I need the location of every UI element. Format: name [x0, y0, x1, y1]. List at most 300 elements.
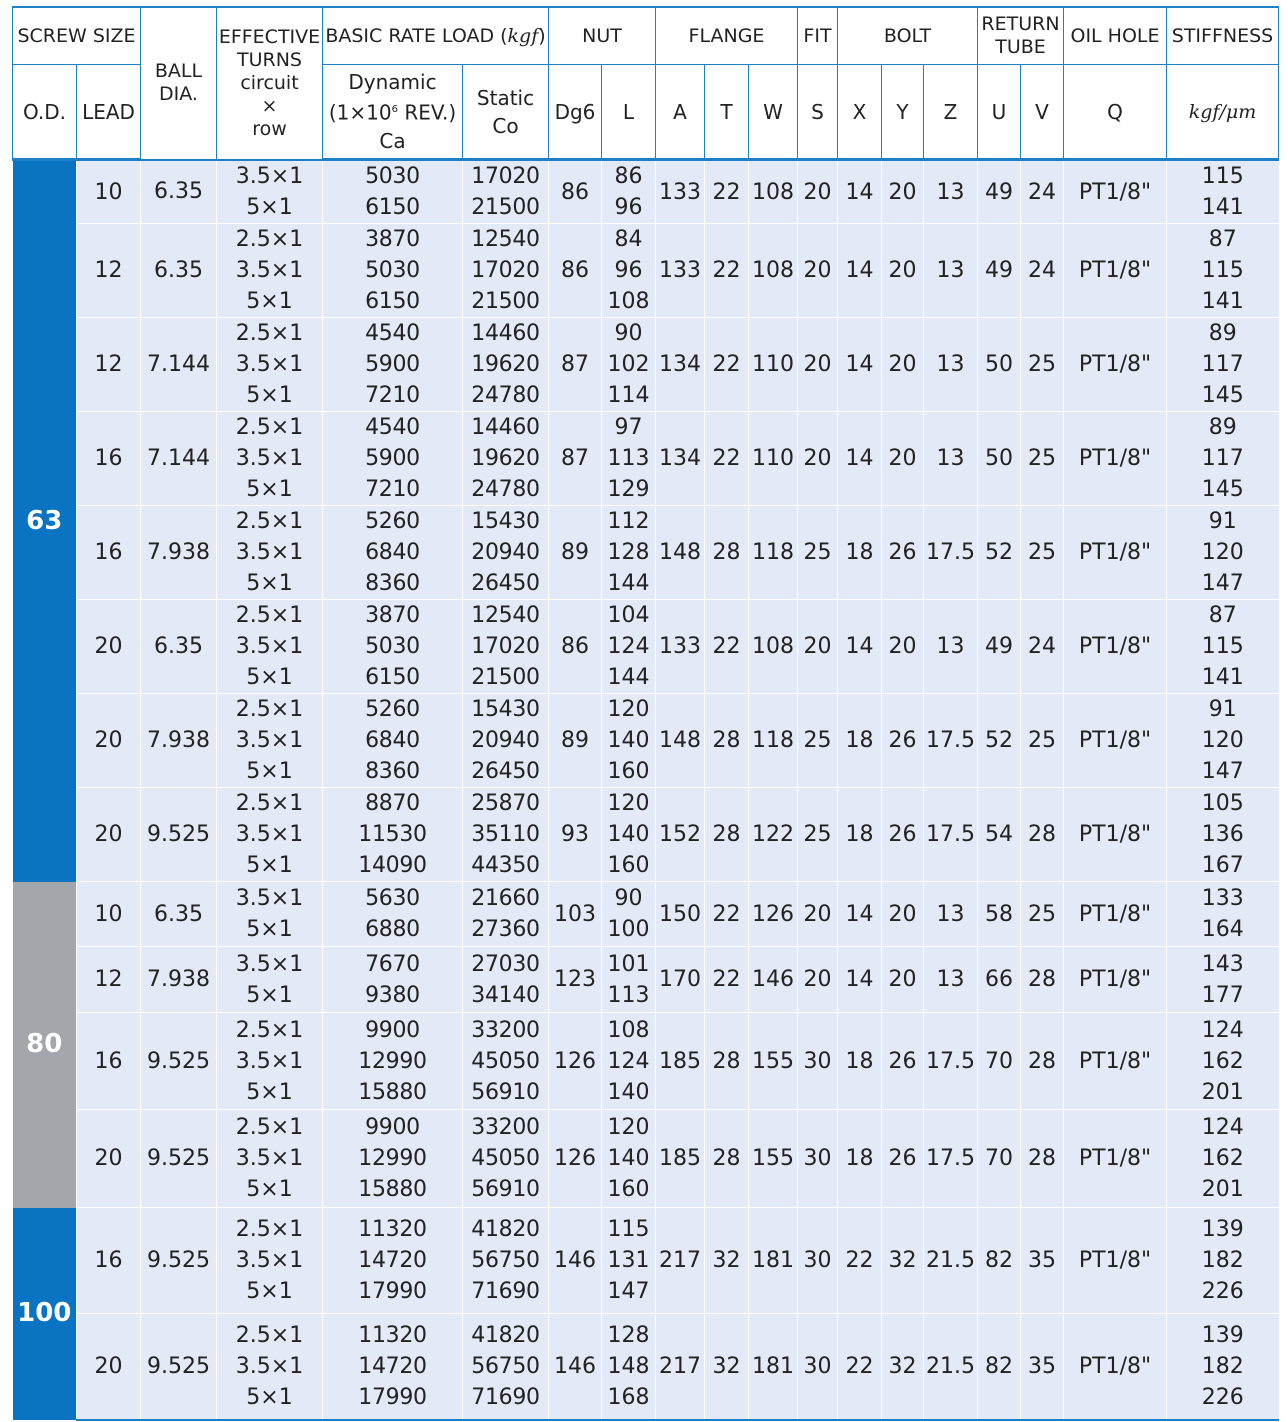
static-load-cell	[463, 788, 549, 882]
ball-dia-line: BALL	[154, 60, 203, 83]
basic-rate-load-label: BASIC RATE LOAD	[325, 24, 495, 47]
dynamic-line: Ca	[379, 128, 406, 153]
lead-cell: 12	[77, 947, 141, 1012]
effective-turns-cell-value: 3.5×1	[235, 1146, 304, 1172]
dynamic-load-cell	[323, 694, 463, 788]
static-load-cell-value: 21500	[471, 195, 540, 220]
stiffness-cell-value: 136	[1201, 822, 1244, 847]
flange-t-cell: 22	[705, 224, 749, 318]
oil-hole-q-header: Q	[1064, 65, 1167, 160]
nut-length-cell-value: 86	[614, 164, 643, 189]
oil-hole-cell: PT1/8"	[1064, 1313, 1167, 1419]
oil-hole-cell: PT1/8"	[1064, 506, 1167, 600]
oil-hole-cell: PT1/8"	[1064, 694, 1167, 788]
nut-l-header: L	[602, 65, 656, 160]
load-unit: kgf	[507, 24, 539, 47]
dg6-cell: 146	[549, 1208, 602, 1314]
nut-length-cell-value: 129	[607, 477, 650, 502]
effective-turns-cell-value: 3.5×1	[235, 163, 304, 189]
stiffness-cell	[1167, 694, 1279, 788]
dg6-cell: 89	[549, 506, 602, 600]
bolt-x-cell: 18	[838, 506, 882, 600]
dynamic-load-cell	[323, 318, 463, 412]
bolt-y-cell: 20	[882, 224, 924, 318]
nut-length-cell	[602, 1110, 656, 1208]
nut-length-cell-value: 148	[607, 1353, 650, 1379]
flange-a-header: A	[656, 65, 705, 160]
table-row	[13, 1110, 1279, 1208]
flange-w-cell: 118	[749, 506, 798, 600]
nut-length-cell-value: 120	[607, 1115, 650, 1141]
effective-turns-cell	[217, 160, 323, 224]
static-load-cell-value: 27360	[471, 917, 540, 943]
ball-dia-line: DIA.	[159, 83, 198, 106]
nut-length-cell-value: 96	[614, 258, 643, 283]
nut-length-cell	[602, 1012, 656, 1110]
ball-dia-cell: 9.525	[141, 1208, 217, 1314]
effective-turns-cell	[217, 1110, 323, 1208]
stiffness-cell	[1167, 947, 1279, 1012]
stiffness-cell-value: 115	[1201, 164, 1244, 189]
dynamic-load-cell-value: 4540	[365, 321, 420, 346]
dynamic-load-cell-value: 5030	[365, 164, 420, 189]
bolt-x-cell: 18	[838, 1110, 882, 1208]
static-load-cell-value: 25870	[471, 791, 540, 816]
effective-turns-cell-value: 2.5×1	[235, 697, 304, 722]
dynamic-load-cell	[323, 788, 463, 882]
effective-turns-cell-value: 5×1	[246, 1278, 293, 1304]
flange-t-cell: 32	[705, 1313, 749, 1419]
effective-turns-cell-value: 3.5×1	[235, 634, 304, 659]
lead-header: LEAD	[77, 65, 141, 160]
dynamic-load-cell-value: 9900	[365, 1115, 420, 1141]
nut-length-cell-value: 90	[614, 886, 643, 912]
nut-length-cell-value: 144	[607, 665, 650, 690]
return-tube-u-cell: 52	[978, 506, 1021, 600]
table-row	[13, 600, 1279, 694]
oil-hole-cell: PT1/8"	[1064, 318, 1167, 412]
stiffness-cell	[1167, 1012, 1279, 1110]
bolt-z-cell: 13	[924, 600, 978, 694]
flange-w-cell: 108	[749, 224, 798, 318]
ball-dia-cell: 6.35	[141, 882, 217, 947]
fit-s-cell: 20	[798, 412, 838, 506]
bolt-y-cell: 26	[882, 1012, 924, 1110]
dg6-cell: 87	[549, 318, 602, 412]
return-tube-v-cell: 28	[1021, 1110, 1064, 1208]
stiffness-cell-value: 117	[1201, 352, 1244, 377]
dynamic-load-cell	[323, 412, 463, 506]
stiffness-cell-value: 89	[1208, 321, 1237, 346]
return-tube-line: TUBE	[995, 36, 1046, 58]
stiffness-cell-value: 105	[1201, 791, 1244, 816]
nut-length-cell-value: 84	[614, 227, 643, 252]
dynamic-load-cell-value: 6880	[365, 917, 420, 943]
oil-hole-cell: PT1/8"	[1064, 224, 1167, 318]
static-load-cell-value: 17020	[471, 258, 540, 283]
effective-turns-cell	[217, 1313, 323, 1419]
static-load-header	[463, 65, 549, 160]
bolt-header: BOLT	[838, 7, 978, 65]
ball-dia-cell: 7.144	[141, 412, 217, 506]
static-load-cell-value: 35110	[471, 822, 540, 847]
static-load-cell-value: 34140	[471, 982, 540, 1008]
static-load-cell	[463, 947, 549, 1012]
nut-length-cell	[602, 160, 656, 224]
effective-turns-cell-value: 5×1	[246, 194, 293, 220]
ball-screw-spec-table	[12, 6, 1279, 1421]
stiffness-cell-value: 164	[1201, 917, 1244, 943]
effective-turns-cell-value: 3.5×1	[235, 1353, 304, 1379]
dynamic-load-cell	[323, 506, 463, 600]
ball-dia-cell: 7.144	[141, 318, 217, 412]
bolt-x-cell: 14	[838, 224, 882, 318]
return-tube-v-cell: 28	[1021, 947, 1064, 1012]
static-load-cell-value: 24780	[471, 383, 540, 408]
fit-s-cell: 30	[798, 1012, 838, 1110]
effective-turns-cell-value: 5×1	[246, 759, 293, 784]
effective-turns-cell-value: 3.5×1	[235, 258, 304, 283]
fit-s-cell: 25	[798, 788, 838, 882]
flange-a-cell: 133	[656, 600, 705, 694]
stiffness-cell-value: 124	[1201, 1115, 1244, 1141]
dynamic-part: (1×10	[328, 100, 392, 125]
nut-length-cell-value: 114	[607, 383, 650, 408]
static-load-cell-value: 56910	[471, 1079, 540, 1105]
stiffness-cell-value: 89	[1208, 415, 1237, 440]
flange-t-cell: 22	[705, 600, 749, 694]
nut-length-cell-value: 113	[607, 982, 650, 1008]
effective-turns-cell-value: 3.5×1	[235, 1048, 304, 1074]
table-body	[13, 160, 1279, 1420]
static-line: Co	[492, 113, 519, 138]
table-row	[13, 788, 1279, 882]
effective-turns-cell	[217, 882, 323, 947]
static-load-cell	[463, 506, 549, 600]
static-load-cell-value: 41820	[471, 1216, 540, 1242]
nut-length-cell-value: 120	[607, 697, 650, 722]
stiffness-header: STIFFNESS	[1167, 7, 1279, 65]
nut-length-cell-value: 140	[607, 1146, 650, 1172]
return-tube-u-cell: 49	[978, 600, 1021, 694]
lead-cell: 20	[77, 788, 141, 882]
lead-cell: 20	[77, 1110, 141, 1208]
table-row	[13, 947, 1279, 1012]
effective-turns-cell-value: 5×1	[246, 665, 293, 690]
effective-turns-cell-value: 5×1	[246, 917, 293, 943]
ball-dia-cell: 7.938	[141, 947, 217, 1012]
stiffness-cell-value: 139	[1201, 1322, 1244, 1348]
oil-hole-cell: PT1/8"	[1064, 947, 1167, 1012]
return-tube-u-cell: 58	[978, 882, 1021, 947]
static-load-cell	[463, 1313, 549, 1419]
stiffness-cell-value: 141	[1201, 665, 1244, 690]
return-tube-u-cell: 49	[978, 224, 1021, 318]
flange-t-cell: 22	[705, 947, 749, 1012]
static-load-cell-value: 71690	[471, 1278, 540, 1304]
bolt-y-cell: 26	[882, 788, 924, 882]
table-row	[13, 224, 1279, 318]
return-tube-line: RETURN	[981, 13, 1060, 35]
fit-s-cell: 20	[798, 224, 838, 318]
dg6-cell: 126	[549, 1012, 602, 1110]
dynamic-load-cell-value: 11320	[358, 1322, 427, 1348]
dg6-cell: 126	[549, 1110, 602, 1208]
od-group-label: 100	[13, 1208, 77, 1420]
static-load-cell	[463, 412, 549, 506]
static-load-cell-value: 17020	[471, 634, 540, 659]
nut-length-cell-value: 104	[607, 603, 650, 628]
table-row	[13, 506, 1279, 600]
stiffness-cell-value: 115	[1201, 258, 1244, 283]
stiffness-cell-value: 147	[1201, 759, 1244, 784]
stiffness-unit-header: kgf/μm	[1167, 65, 1279, 160]
nut-length-cell-value: 124	[607, 634, 650, 659]
effective-turns-cell	[217, 694, 323, 788]
fit-s-cell: 30	[798, 1313, 838, 1419]
return-tube-v-cell: 25	[1021, 694, 1064, 788]
bolt-z-cell: 13	[924, 882, 978, 947]
stiffness-cell-value: 141	[1201, 195, 1244, 220]
stiffness-cell-value: 145	[1201, 383, 1244, 408]
dynamic-load-cell-value: 8360	[365, 571, 420, 596]
dynamic-load-cell-value: 15880	[358, 1177, 427, 1203]
stiffness-cell-value: 226	[1201, 1278, 1244, 1304]
bolt-x-cell: 14	[838, 947, 882, 1012]
dynamic-load-cell-value: 17990	[358, 1278, 427, 1304]
return-tube-v-cell: 28	[1021, 788, 1064, 882]
dynamic-load-cell-value: 4540	[365, 415, 420, 440]
nut-length-cell-value: 140	[607, 1079, 650, 1105]
flange-a-cell: 217	[656, 1208, 705, 1314]
dynamic-load-cell	[323, 160, 463, 224]
dynamic-load-cell-value: 15880	[358, 1079, 427, 1105]
lead-cell: 16	[77, 412, 141, 506]
return-tube-v-cell: 25	[1021, 506, 1064, 600]
effective-turns-line: ×	[261, 94, 278, 117]
lead-cell: 20	[77, 600, 141, 694]
flange-w-cell: 146	[749, 947, 798, 1012]
flange-w-cell: 122	[749, 788, 798, 882]
flange-w-cell: 118	[749, 694, 798, 788]
flange-a-cell: 185	[656, 1110, 705, 1208]
static-load-cell-value: 21500	[471, 289, 540, 314]
flange-w-cell: 108	[749, 160, 798, 224]
bolt-y-header: Y	[882, 65, 924, 160]
flange-t-cell: 28	[705, 1110, 749, 1208]
lead-cell: 10	[77, 160, 141, 224]
lead-cell: 20	[77, 1313, 141, 1419]
dynamic-line	[323, 96, 462, 127]
nut-length-cell-value: 101	[607, 951, 650, 977]
nut-length-cell-value: 115	[607, 1216, 650, 1242]
effective-turns-cell-value: 3.5×1	[235, 822, 304, 847]
effective-turns-cell	[217, 1012, 323, 1110]
stiffness-cell-value: 124	[1201, 1017, 1244, 1043]
effective-turns-cell-value: 5×1	[246, 571, 293, 596]
table-row	[13, 1208, 1279, 1314]
effective-turns-cell	[217, 224, 323, 318]
bolt-z-cell: 17.5	[924, 694, 978, 788]
return-tube-v-cell: 35	[1021, 1208, 1064, 1314]
effective-turns-cell-value: 5×1	[246, 1177, 293, 1203]
bolt-y-cell: 20	[882, 882, 924, 947]
effective-turns-cell-value: 5×1	[246, 982, 293, 1008]
effective-turns-line: EFFECTIVE	[218, 25, 321, 48]
return-tube-v-cell: 24	[1021, 160, 1064, 224]
nut-length-cell-value: 97	[614, 415, 643, 440]
return-tube-u-cell: 50	[978, 318, 1021, 412]
nut-length-cell	[602, 947, 656, 1012]
static-load-cell-value: 33200	[471, 1115, 540, 1141]
dynamic-load-cell-value: 6150	[365, 289, 420, 314]
static-load-cell	[463, 600, 549, 694]
effective-turns-line: circuit	[240, 71, 299, 94]
bolt-x-cell: 22	[838, 1208, 882, 1314]
dynamic-load-cell	[323, 1313, 463, 1419]
effective-turns-cell	[217, 506, 323, 600]
bolt-z-cell: 21.5	[924, 1313, 978, 1419]
effective-turns-cell-value: 2.5×1	[235, 603, 304, 628]
static-load-cell-value: 19620	[471, 352, 540, 377]
bolt-y-cell: 20	[882, 412, 924, 506]
return-tube-u-cell: 54	[978, 788, 1021, 882]
dynamic-load-cell-value: 5260	[365, 509, 420, 534]
fit-header: FIT	[798, 7, 838, 65]
bolt-x-header: X	[838, 65, 882, 160]
static-load-cell-value: 20940	[471, 540, 540, 565]
oil-hole-cell: PT1/8"	[1064, 412, 1167, 506]
dynamic-load-cell-value: 11530	[358, 822, 427, 847]
oil-hole-cell: PT1/8"	[1064, 1012, 1167, 1110]
stiffness-cell-value: 91	[1208, 697, 1237, 722]
stiffness-cell-value: 145	[1201, 477, 1244, 502]
stiffness-cell	[1167, 506, 1279, 600]
flange-t-header: T	[705, 65, 749, 160]
bolt-y-cell: 26	[882, 506, 924, 600]
table-row	[13, 412, 1279, 506]
stiffness-cell-value: 177	[1201, 982, 1244, 1008]
stiffness-cell-value: 201	[1201, 1177, 1244, 1203]
return-tube-v-cell: 35	[1021, 1313, 1064, 1419]
bolt-x-cell: 14	[838, 600, 882, 694]
stiffness-cell	[1167, 318, 1279, 412]
dynamic-load-header	[323, 65, 463, 160]
static-load-cell	[463, 160, 549, 224]
nut-header: NUT	[549, 7, 656, 65]
dynamic-load-cell-value: 9900	[365, 1017, 420, 1043]
ball-dia-cell: 9.525	[141, 1110, 217, 1208]
nut-length-cell-value: 147	[607, 1278, 650, 1304]
flange-t-cell: 28	[705, 788, 749, 882]
bolt-z-cell: 13	[924, 947, 978, 1012]
nut-length-cell-value: 124	[607, 1048, 650, 1074]
effective-turns-line: TURNS	[237, 48, 302, 71]
flange-a-cell: 150	[656, 882, 705, 947]
effective-turns-cell-value: 3.5×1	[235, 1247, 304, 1273]
fit-s-cell: 20	[798, 600, 838, 694]
dynamic-line: Dynamic	[348, 70, 437, 95]
stiffness-cell-value: 226	[1201, 1384, 1244, 1410]
nut-length-cell-value: 108	[607, 289, 650, 314]
stiffness-cell-value: 117	[1201, 446, 1244, 471]
stiffness-cell-value: 201	[1201, 1079, 1244, 1105]
dynamic-load-cell-value: 5900	[365, 446, 420, 471]
od-header: O.D.	[13, 65, 77, 160]
stiffness-cell-value: 139	[1201, 1216, 1244, 1242]
flange-w-cell: 155	[749, 1012, 798, 1110]
static-load-cell	[463, 1110, 549, 1208]
bolt-z-cell: 13	[924, 224, 978, 318]
static-load-cell-value: 21660	[471, 886, 540, 912]
effective-turns-cell-value: 3.5×1	[235, 446, 304, 471]
ball-dia-cell: 6.35	[141, 160, 217, 224]
stiffness-cell-value: 87	[1208, 227, 1237, 252]
nut-length-cell-value: 108	[607, 1017, 650, 1043]
static-load-cell-value: 33200	[471, 1017, 540, 1043]
effective-turns-cell-value: 5×1	[246, 853, 293, 878]
dynamic-load-cell-value: 8360	[365, 759, 420, 784]
flange-a-cell: 217	[656, 1313, 705, 1419]
effective-turns-cell-value: 3.5×1	[235, 886, 304, 912]
static-load-cell-value: 45050	[471, 1048, 540, 1074]
dynamic-load-cell-value: 14720	[358, 1247, 427, 1273]
nut-length-cell	[602, 506, 656, 600]
effective-turns-cell-value: 2.5×1	[235, 415, 304, 440]
stiffness-cell-value: 162	[1201, 1146, 1244, 1172]
return-tube-v-cell: 24	[1021, 600, 1064, 694]
return-tube-u-cell: 66	[978, 947, 1021, 1012]
return-tube-u-cell: 49	[978, 160, 1021, 224]
bolt-x-cell: 14	[838, 412, 882, 506]
ball-dia-cell: 6.35	[141, 224, 217, 318]
static-load-cell-value: 27030	[471, 951, 540, 977]
effective-turns-cell-value: 5×1	[246, 383, 293, 408]
dg6-cell: 93	[549, 788, 602, 882]
nut-length-cell-value: 140	[607, 728, 650, 753]
return-tube-v-cell: 25	[1021, 412, 1064, 506]
static-load-cell-value: 26450	[471, 571, 540, 596]
nut-length-cell-value: 160	[607, 759, 650, 784]
dynamic-load-cell-value: 5030	[365, 258, 420, 283]
oil-hole-cell: PT1/8"	[1064, 1110, 1167, 1208]
nut-length-cell-value: 112	[607, 509, 650, 534]
dynamic-part: REV.)	[397, 100, 457, 125]
table-header	[13, 7, 1279, 160]
flange-a-cell: 134	[656, 318, 705, 412]
dynamic-load-cell-value: 9380	[365, 982, 420, 1008]
dynamic-load-cell-value: 17990	[358, 1384, 427, 1410]
flange-header: FLANGE	[656, 7, 798, 65]
static-load-cell-value: 56750	[471, 1353, 540, 1379]
dynamic-load-cell	[323, 1208, 463, 1314]
dynamic-load-cell-value: 5260	[365, 697, 420, 722]
stiffness-cell	[1167, 412, 1279, 506]
lead-cell: 12	[77, 318, 141, 412]
effective-turns-cell-value: 2.5×1	[235, 1322, 304, 1348]
return-tube-u-cell: 82	[978, 1208, 1021, 1314]
static-load-cell-value: 12540	[471, 227, 540, 252]
nut-length-cell-value: 168	[607, 1384, 650, 1410]
lead-cell: 12	[77, 224, 141, 318]
effective-turns-header	[217, 7, 323, 160]
effective-turns-cell-value: 2.5×1	[235, 791, 304, 816]
return-tube-u-cell: 82	[978, 1313, 1021, 1419]
nut-length-cell-value: 100	[607, 917, 650, 943]
static-load-cell-value: 17020	[471, 164, 540, 189]
nut-length-cell	[602, 412, 656, 506]
bolt-z-cell: 13	[924, 318, 978, 412]
